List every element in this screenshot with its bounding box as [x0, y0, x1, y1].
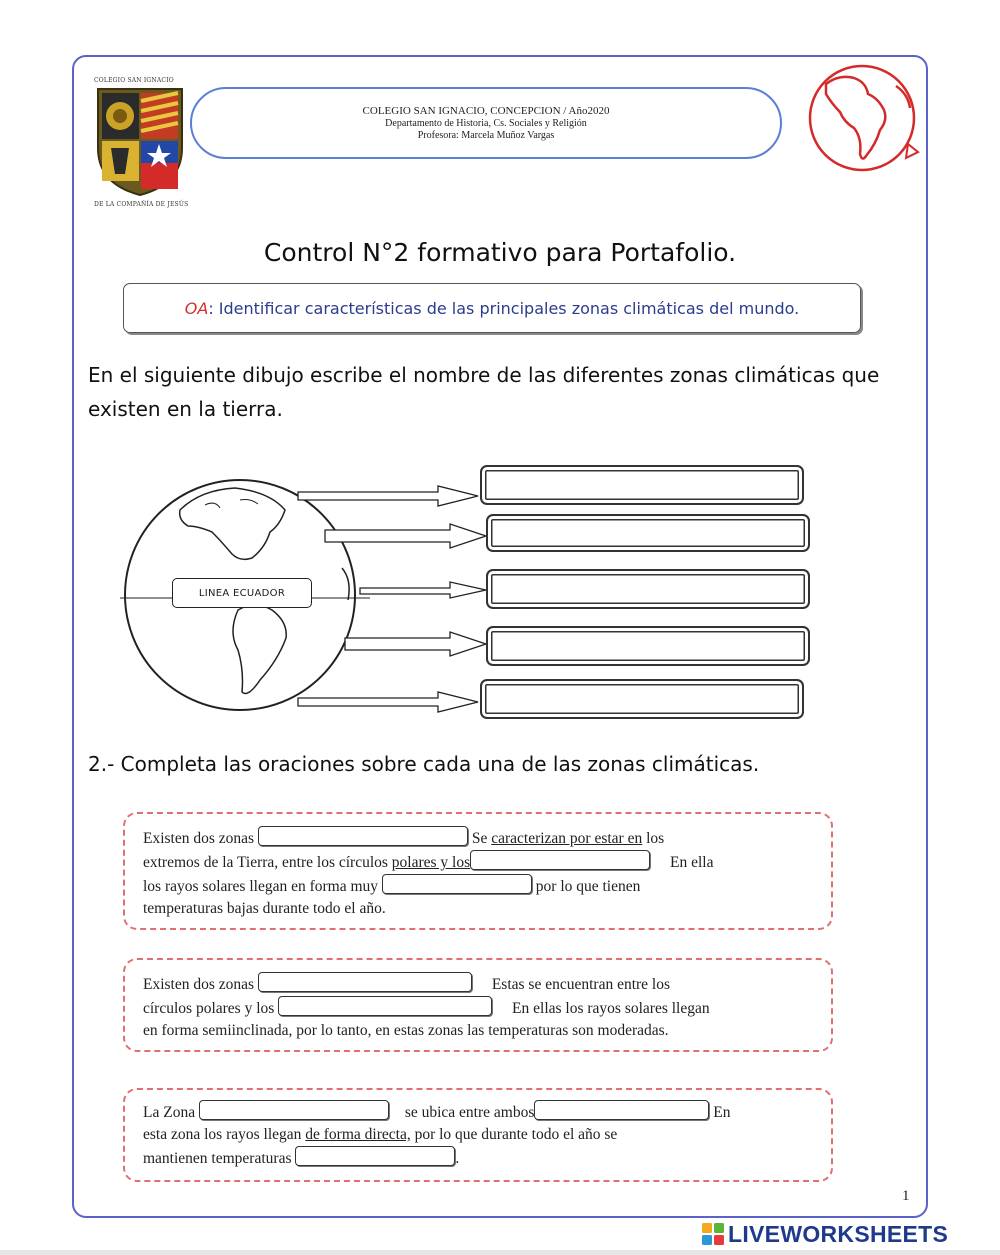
- s1-text-a: Existen dos zonas: [143, 830, 255, 847]
- s2-text-b: Estas se encuentran entre los: [491, 976, 671, 993]
- s1-text-e: extremos de la Tierra, entre los círculos: [143, 854, 388, 871]
- s1-text-b: Se: [471, 830, 488, 847]
- liveworksheets-logo-icon: [702, 1223, 724, 1245]
- s3-text-e: de forma directa,: [305, 1126, 411, 1143]
- s2-blank-2[interactable]: [278, 996, 492, 1016]
- objective-text: : Identificar características de las principales zonas climáticas del mundo.: [208, 298, 800, 318]
- school-header-box: [190, 87, 782, 159]
- s3-text-h: .: [455, 1150, 460, 1167]
- s2-text-c: círculos polares y los: [143, 1000, 275, 1017]
- sentence-box-3: [123, 1088, 833, 1182]
- s1-text-j: temperaturas bajas durante todo el año.: [143, 900, 386, 917]
- equator-label: LINEA ECUADOR: [172, 578, 312, 608]
- s3-blank-2[interactable]: [534, 1100, 709, 1120]
- zone-input-4[interactable]: [486, 626, 810, 666]
- s3-blank-3[interactable]: [295, 1146, 455, 1166]
- s1-text-g: En ella: [670, 854, 714, 871]
- s1-text-d: los: [646, 830, 665, 847]
- page-number: 1: [902, 1188, 910, 1204]
- s2-text-a: Existen dos zonas: [143, 976, 255, 993]
- s1-blank-3[interactable]: [382, 874, 532, 894]
- page-title: Control N°2 formativo para Portafolio.: [263, 238, 737, 267]
- s1-blank-1[interactable]: [258, 826, 468, 846]
- s1-text-c: caracterizan por estar en: [491, 830, 643, 847]
- s1-text-i: por lo que tienen: [535, 878, 641, 895]
- sentence-box-2: [123, 958, 833, 1052]
- s3-text-g: mantienen temperaturas: [143, 1150, 292, 1167]
- s3-text-b: se ubica entre ambos: [404, 1104, 535, 1121]
- s3-text-c: En: [713, 1104, 731, 1121]
- s2-text-d: En ellas los rayos solares llegan: [512, 1000, 710, 1017]
- s3-text-d: esta zona los rayos llegan: [143, 1126, 302, 1143]
- question-2-text: 2.- Completa las oraciones sobre cada una de las zonas climáticas.: [88, 752, 760, 776]
- s1-text-h: los rayos solares llegan en forma muy: [143, 878, 379, 895]
- objective-tag: OA: [184, 298, 209, 318]
- s1-text-f: polares y los: [391, 854, 471, 871]
- sentence-box-1: [123, 812, 833, 930]
- brand-name: LIVEWORKSHEETS: [728, 1220, 949, 1247]
- globe-logo-icon: [804, 64, 922, 172]
- school-header-line2: Departamento de Historia, Cs. Sociales y Religión: [385, 117, 587, 129]
- school-header-line1: COLEGIO SAN IGNACIO, CONCEPCION / Año2020: [362, 104, 610, 117]
- school-crest-bottom-label: DE LA COMPAÑÍA DE JESÚS: [94, 201, 189, 208]
- instruction-text: En el siguiente dibujo escribe el nombre de las diferentes zonas climáticas que existen en la tierra.: [88, 363, 880, 421]
- s3-text-a: La Zona: [143, 1104, 196, 1121]
- s3-text-f: por lo que durante todo el año se: [414, 1126, 618, 1143]
- s1-blank-2[interactable]: [470, 850, 650, 870]
- bottom-bar: [0, 1250, 1000, 1255]
- s2-text-e: en forma semiinclinada, por lo tanto, en estas zonas las temperaturas son moderadas.: [143, 1022, 669, 1039]
- zone-input-5[interactable]: [480, 679, 804, 719]
- school-crest-top-label: COLEGIO SAN IGNACIO: [94, 77, 174, 84]
- school-header-line3: Profesora: Marcela Muñoz Vargas: [417, 129, 555, 141]
- zone-input-1[interactable]: [480, 465, 804, 505]
- s2-blank-1[interactable]: [258, 972, 472, 992]
- zone-input-3[interactable]: [486, 569, 810, 609]
- brand-footer[interactable]: [702, 1220, 948, 1248]
- s3-blank-1[interactable]: [199, 1100, 389, 1120]
- zone-input-2[interactable]: [486, 514, 810, 552]
- objective-box: [123, 283, 861, 333]
- school-crest-logo: [95, 86, 185, 198]
